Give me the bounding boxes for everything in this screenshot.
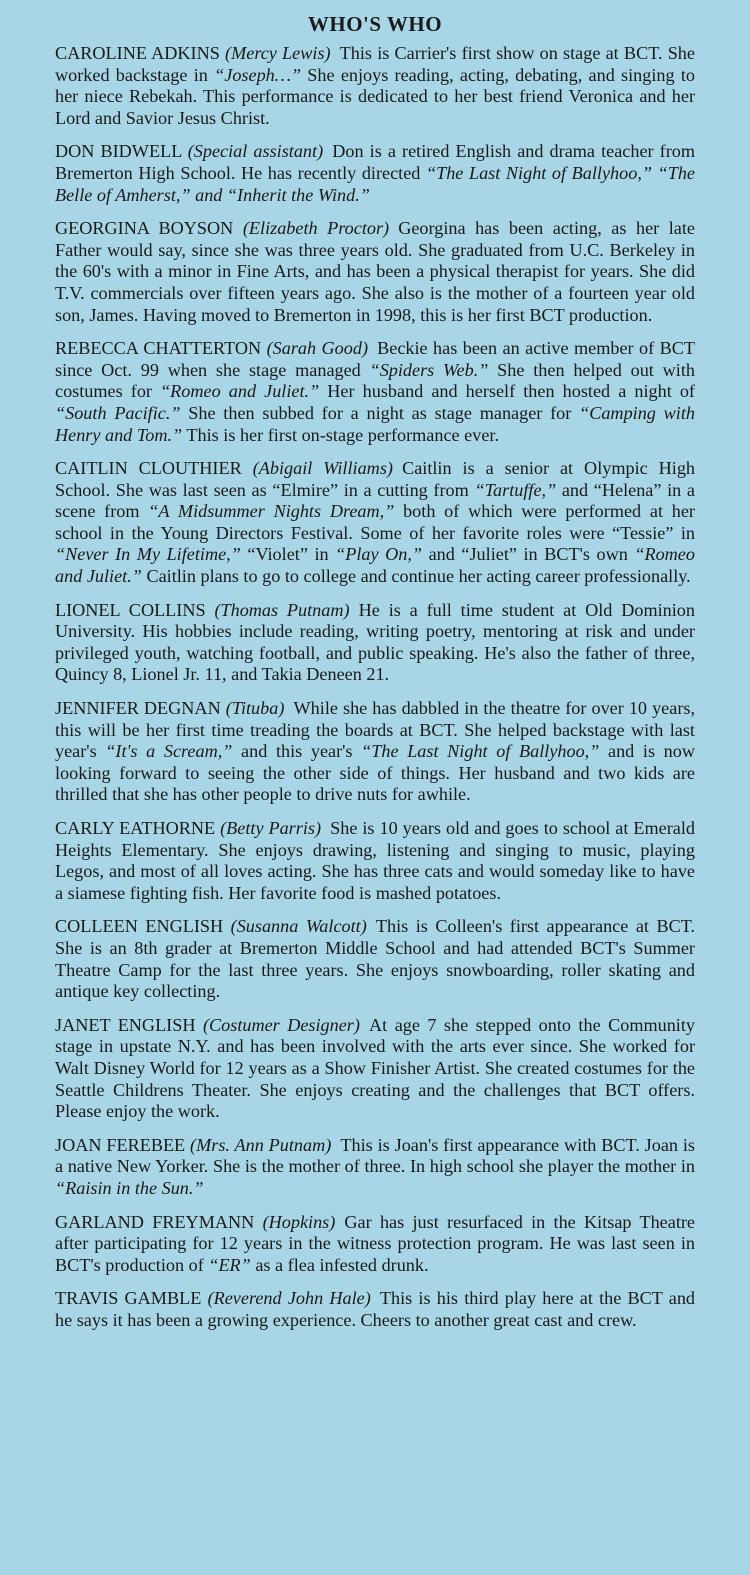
- bio-text: Beckie has been an active member of BCT since Oct. 99 when she stage managed: [55, 338, 695, 380]
- bio-title-text: “A Midsummer Nights Dream,”: [148, 501, 395, 522]
- cast-name: COLLEEN ENGLISH: [55, 916, 224, 937]
- bio-text: She is 10 years old and goes to school at Emerald Heights Elementary. She enjoys drawing, listening and singing to music, playing Legos, and most of all loves acting. She has three cats and would someday like to have a siamese fighting fish. Her favorite food is mashed potatoes.: [55, 818, 696, 903]
- bio-text: This is Carrier's first show on stage at BCT. She worked backstage in: [55, 43, 695, 85]
- bio-entry: [55, 43, 695, 129]
- bio-text: This is Joan's first appearance with BCT. Joan is a native New Yorker. She is the mother of three. In high school she player the mother in: [55, 1134, 695, 1177]
- cast-name: JANET ENGLISH: [55, 1014, 196, 1035]
- cast-role: (Elizabeth Proctor): [242, 218, 390, 239]
- bio-text: Georgina has been acting, as her late Father would say, since she was three years old. She graduated from U.C. Berkeley in the 60's with a minor in Fine Arts, and has been a physical therapist for years. She did T.V. commercials over fifteen years ago. She also is the mother of a fourteen year old son, James. Having moved to Bremerton in 1998, this is her first BCT production.: [55, 218, 696, 325]
- cast-name: TRAVIS GAMBLE: [55, 1288, 202, 1309]
- cast-role: (Mrs. Ann Putnam): [190, 1134, 332, 1155]
- bio-entry: [55, 698, 695, 806]
- bio-title-text: “Never In My Lifetime,”: [55, 544, 241, 565]
- bio-entry: [55, 338, 695, 446]
- bio-text: At age 7 she stepped onto the Community stage in upstate N.Y. and has been involved with the arts ever since. She worked for Walt Disney World for 12 years as a Show Finisher Artist. She created costumes for the Seattle Childrens Theater. She enjoys creating and the challenges that BCT offers. Please enjoy the work.: [55, 1014, 696, 1122]
- bio-text: This is his third play here at the BCT and he says it has been a growing experience. Cheers to another great cast and crew.: [55, 1288, 696, 1330]
- bio-text: Caitlin is a senior at Olympic High School. She was last seen as “Elmire” in a cutting from: [55, 458, 696, 500]
- bio-title-text: “The Last Night of Ballyhoo,”: [361, 741, 600, 762]
- page-title: WHO'S WHO: [307, 12, 443, 36]
- bio-entry: [55, 1015, 695, 1123]
- cast-name: CARLY EATHORNE: [55, 818, 216, 838]
- bio-title-text: “Raisin in the Sun.”: [55, 1177, 204, 1198]
- bio-text: and is now looking forward to seeing the other side of things. Her husband and two kids are thrilled that she has other people to drive nuts for awhile.: [55, 741, 695, 805]
- bio-entry: [55, 1288, 695, 1331]
- program-page: [55, 10, 695, 1343]
- bio-text: This is Colleen's first appearance at BCT. She is an 8th grader at Bremerton Middle School and had attended BCT's Summer Theatre Camp for the last three years. She enjoys snowboarding, roller skating and antique key collecting.: [55, 916, 696, 1002]
- bio-title-text: “Play On,”: [335, 544, 423, 565]
- bio-title-text: “Tartuffe,”: [474, 479, 557, 500]
- cast-name: CAROLINE ADKINS: [55, 43, 220, 63]
- bio-text: and “Helena” in a scene from: [55, 479, 695, 522]
- cast-role: (Reverend John Hale): [207, 1288, 371, 1309]
- cast-name: REBECCA CHATTERTON: [55, 338, 262, 359]
- cast-bio-list: [55, 43, 695, 1331]
- cast-role: (Tituba): [225, 698, 285, 719]
- cast-name: LIONEL COLLINS: [55, 599, 206, 620]
- bio-text: as a flea infested drunk.: [250, 1254, 429, 1275]
- bio-title-text: “Romeo and Juliet.”: [55, 544, 695, 587]
- cast-role: (Betty Parris): [220, 818, 322, 838]
- bio-entry: [55, 1135, 695, 1200]
- cast-role: (Mercy Lewis): [225, 43, 331, 63]
- cast-name: JENNIFER DEGNAN: [55, 698, 221, 719]
- bio-text: She enjoys reading, acting, debating, and singing to her niece Rebekah. This performance is dedicated to her best friend Veronica and her Lord and Savior Jesus Christ.: [55, 64, 695, 128]
- bio-title-text: “Joseph…”: [214, 64, 302, 85]
- bio-title-text: “Camping with Henry and Tom.”: [55, 402, 696, 445]
- cast-name: DON BIDWELL: [55, 141, 182, 162]
- bio-text: She then helped out with costumes for: [55, 359, 695, 402]
- bio-title-text: “The Last Night of Ballyhoo,” “The Belle of Amherst,” and “Inherit the Wind.”: [55, 162, 695, 205]
- bio-text: and “Juliet” in BCT's own: [422, 544, 635, 565]
- bio-entry: [55, 916, 695, 1002]
- bio-entry: [55, 600, 695, 686]
- cast-role: (Hopkins): [262, 1211, 336, 1232]
- bio-entry: [55, 218, 695, 326]
- cast-role: (Abigail Williams): [252, 458, 393, 479]
- cast-role: (Costumer Designer): [202, 1014, 360, 1035]
- cast-name: JOAN FEREBEE: [55, 1134, 186, 1155]
- cast-name: GEORGINA BOYSON: [55, 218, 234, 239]
- bio-entry: [55, 818, 695, 904]
- bio-text: He is a full time student at Old Dominion University. His hobbies include reading, writing poetry, mentoring at risk and under privileged youth, watching football, and public speaking. He's also the father of three, Quincy 8, Lionel Jr. 11, and Takia Deneen 21.: [55, 599, 695, 685]
- bio-title-text: “Spiders Web.”: [369, 359, 489, 380]
- bio-title-text: “South Pacific.”: [55, 402, 181, 423]
- bio-title-text: “It's a Scream,”: [105, 741, 233, 762]
- bio-entry: [55, 141, 695, 206]
- bio-text: and this year's: [232, 741, 362, 762]
- bio-entry: [55, 1212, 695, 1277]
- bio-text: Caitlin plans to go to college and continue her acting career professionally.: [141, 566, 691, 587]
- cast-name: GARLAND FREYMANN: [55, 1211, 255, 1232]
- cast-role: (Special assistant): [187, 141, 324, 162]
- bio-entry: [55, 458, 695, 588]
- bio-text: She then subbed for a night as stage manager for: [180, 402, 580, 423]
- cast-name: CAITLIN CLOUTHIER: [55, 458, 242, 479]
- bio-text: Gar has just resurfaced in the Kitsap Theatre after participating for 12 years in the witness protection program. He was last seen in BCT's production of: [55, 1211, 695, 1275]
- cast-role: (Sarah Good): [266, 338, 369, 359]
- cast-role: (Thomas Putnam): [214, 599, 350, 620]
- bio-text: “Violet” in: [240, 544, 336, 565]
- bio-text: Don is a retired English and drama teacher from Bremerton High School. He has recently directed: [55, 141, 696, 183]
- bio-text: While she has dabbled in the theatre for over 10 years, this will be her first time treading the boards at BCT. She helped backstage with last year's: [55, 698, 696, 762]
- bio-text: This is her first on-stage performance ever.: [182, 424, 499, 445]
- bio-text: Her husband and herself then hosted a night of: [319, 381, 695, 402]
- cast-role: (Susanna Walcott): [230, 916, 367, 937]
- bio-text: both of which were performed at her school in the Young Directors Festival. Some of her favorite roles were “Tessie” in: [55, 501, 695, 543]
- bio-title-text: “Romeo and Juliet.”: [160, 381, 320, 402]
- bio-title-text: “ER”: [208, 1254, 251, 1275]
